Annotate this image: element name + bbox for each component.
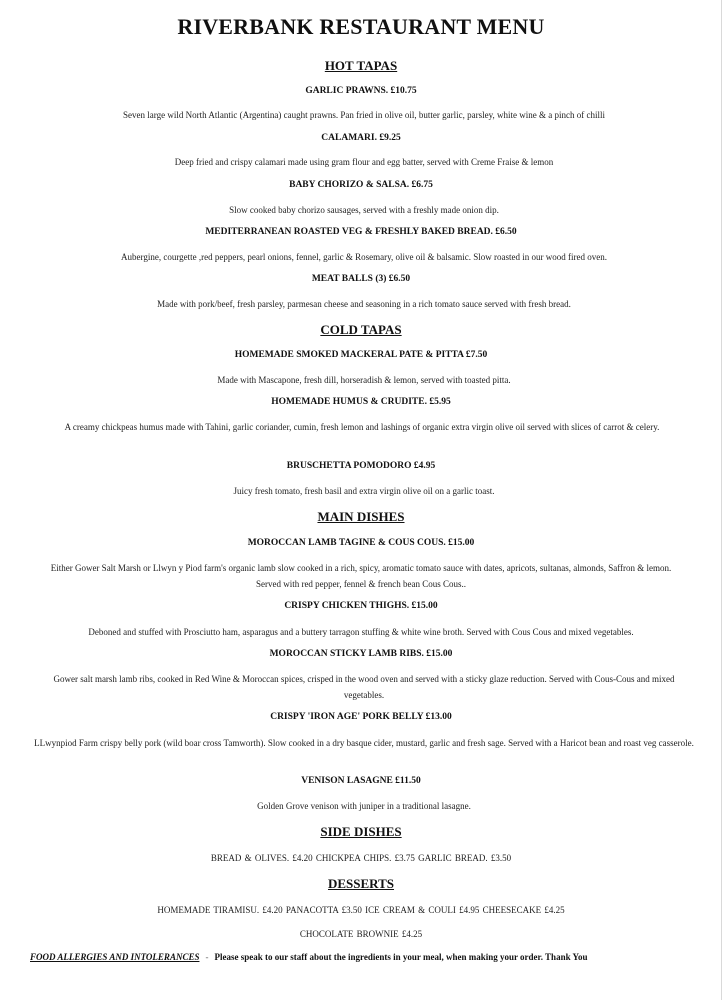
- menu-item-name: MOROCCAN LAMB TAGINE & COUS COUS. £15.00: [247, 538, 475, 548]
- desserts-list-line-2: CHOCOLATE BROWNIE £4.25: [299, 929, 423, 939]
- menu-item-name: MOROCCAN STICKY LAMB RIBS. £15.00: [269, 649, 453, 659]
- allergy-note: Please speak to our staff about the ingredients in your meal, when making your order. Thank You: [214, 952, 588, 962]
- allergy-separator: -: [205, 952, 209, 962]
- menu-item-name: BABY CHORIZO & SALSA. £6.75: [289, 180, 433, 190]
- menu-item-description: A creamy chickpeas humus made with Tahini, garlic coriander, cumin, fresh lemon and lashings of organic extra virgin olive oil served with slices of carrot & celery.: [64, 422, 660, 432]
- menu-item-description: Made with Mascapone, fresh dill, horseradish & lemon, served with toasted pitta.: [217, 375, 511, 385]
- allergy-heading: FOOD ALLERGIES AND INTOLERANCES: [30, 952, 200, 962]
- menu-item-description: Deboned and stuffed with Prosciutto ham, asparagus and a buttery tarragon stuffing & white wine broth. Served with Cous Cous and mixed vegetables.: [88, 627, 634, 637]
- desserts-list-line-1: HOMEMADE TIRAMISU. £4.20 PANACOTTA £3.50 ICE CREAM & COULI £4.95 CHEESECAKE £4.25: [157, 905, 565, 915]
- side-dishes-list: BREAD & OLIVES. £4.20 CHICKPEA CHIPS. £3.75 GARLIC BREAD. £3.50: [210, 853, 512, 863]
- menu-item-description: Either Gower Salt Marsh or Llwyn y Piod farm's organic lamb slow cooked in a rich, spicy, aromatic tomato sauce with dates, apricots, sultanas, almonds, Saffron & lemon. Served with red pepper, fennel & french bean Cous Cous..: [50, 563, 672, 589]
- section-heading-main-dishes: MAIN DISHES: [317, 509, 405, 524]
- menu-item-name: HOMEMADE SMOKED MACKERAL PATE & PITTA £7.50: [234, 350, 488, 360]
- menu-item-name: CALAMARI. £9.25: [321, 133, 401, 143]
- menu-item-description: Made with pork/beef, fresh parsley, parmesan cheese and seasoning in a rich tomato sauce served with fresh bread.: [157, 299, 571, 309]
- menu-item-name: CRISPY 'IRON AGE' PORK BELLY £13.00: [270, 712, 452, 722]
- menu-item-name: MEDITERRANEAN ROASTED VEG & FRESHLY BAKED BREAD. £6.50: [205, 227, 517, 237]
- menu-item-description: Deep fried and crispy calamari made using gram flour and egg batter, served with Creme Fraise & lemon: [174, 157, 554, 167]
- menu-item-description: Aubergine, courgette ,red peppers, pearl onions, fennel, garlic & Rosemary, olive oil & balsamic. Slow roasted in our wood fired oven.: [121, 252, 607, 262]
- menu-item-name: GARLIC PRAWNS. £10.75: [305, 86, 417, 96]
- section-heading-cold-tapas: COLD TAPAS: [320, 322, 402, 337]
- menu-item-name: CRISPY CHICKEN THIGHS. £15.00: [284, 601, 438, 611]
- section-heading-desserts: DESSERTS: [327, 876, 395, 891]
- menu-item-description: Juicy fresh tomato, fresh basil and extra virgin olive oil on a garlic toast.: [233, 486, 495, 496]
- menu-item-description: Golden Grove venison with juniper in a traditional lasagne.: [257, 801, 471, 811]
- section-heading-hot-tapas: HOT TAPAS: [324, 58, 398, 73]
- menu-item-description: Seven large wild North Atlantic (Argentina) caught prawns. Pan fried in olive oil, butter garlic, parsley, white wine & a pinch of chilli: [123, 110, 605, 120]
- menu-item-name: MEAT BALLS (3) £6.50: [311, 274, 411, 284]
- allergy-notice: [30, 952, 690, 962]
- menu-item-name: VENISON LASAGNE £11.50: [301, 776, 421, 786]
- menu-item-name: HOMEMADE HUMUS & CRUDITE. £5.95: [271, 397, 451, 407]
- menu-item-description: LLwynpiod Farm crispy belly pork (wild boar cross Tamworth). Slow cooked in a dry basque cider, mustard, garlic and fresh sage. Served with a Haricot bean and roast veg casserole.: [34, 738, 694, 748]
- menu-item-name: BRUSCHETTA POMODORO £4.95: [286, 461, 436, 471]
- section-heading-side-dishes: SIDE DISHES: [320, 824, 402, 839]
- menu-title: RIVERBANK RESTAURANT MENU: [177, 14, 545, 39]
- menu-item-description: Gower salt marsh lamb ribs, cooked in Red Wine & Moroccan spices, crisped in the wood oven and served with a sticky glaze reduction. Served with Cous-Cous and mixed vegetables.: [53, 674, 675, 700]
- menu-item-description: Slow cooked baby chorizo sausages, served with a freshly made onion dip.: [229, 205, 499, 215]
